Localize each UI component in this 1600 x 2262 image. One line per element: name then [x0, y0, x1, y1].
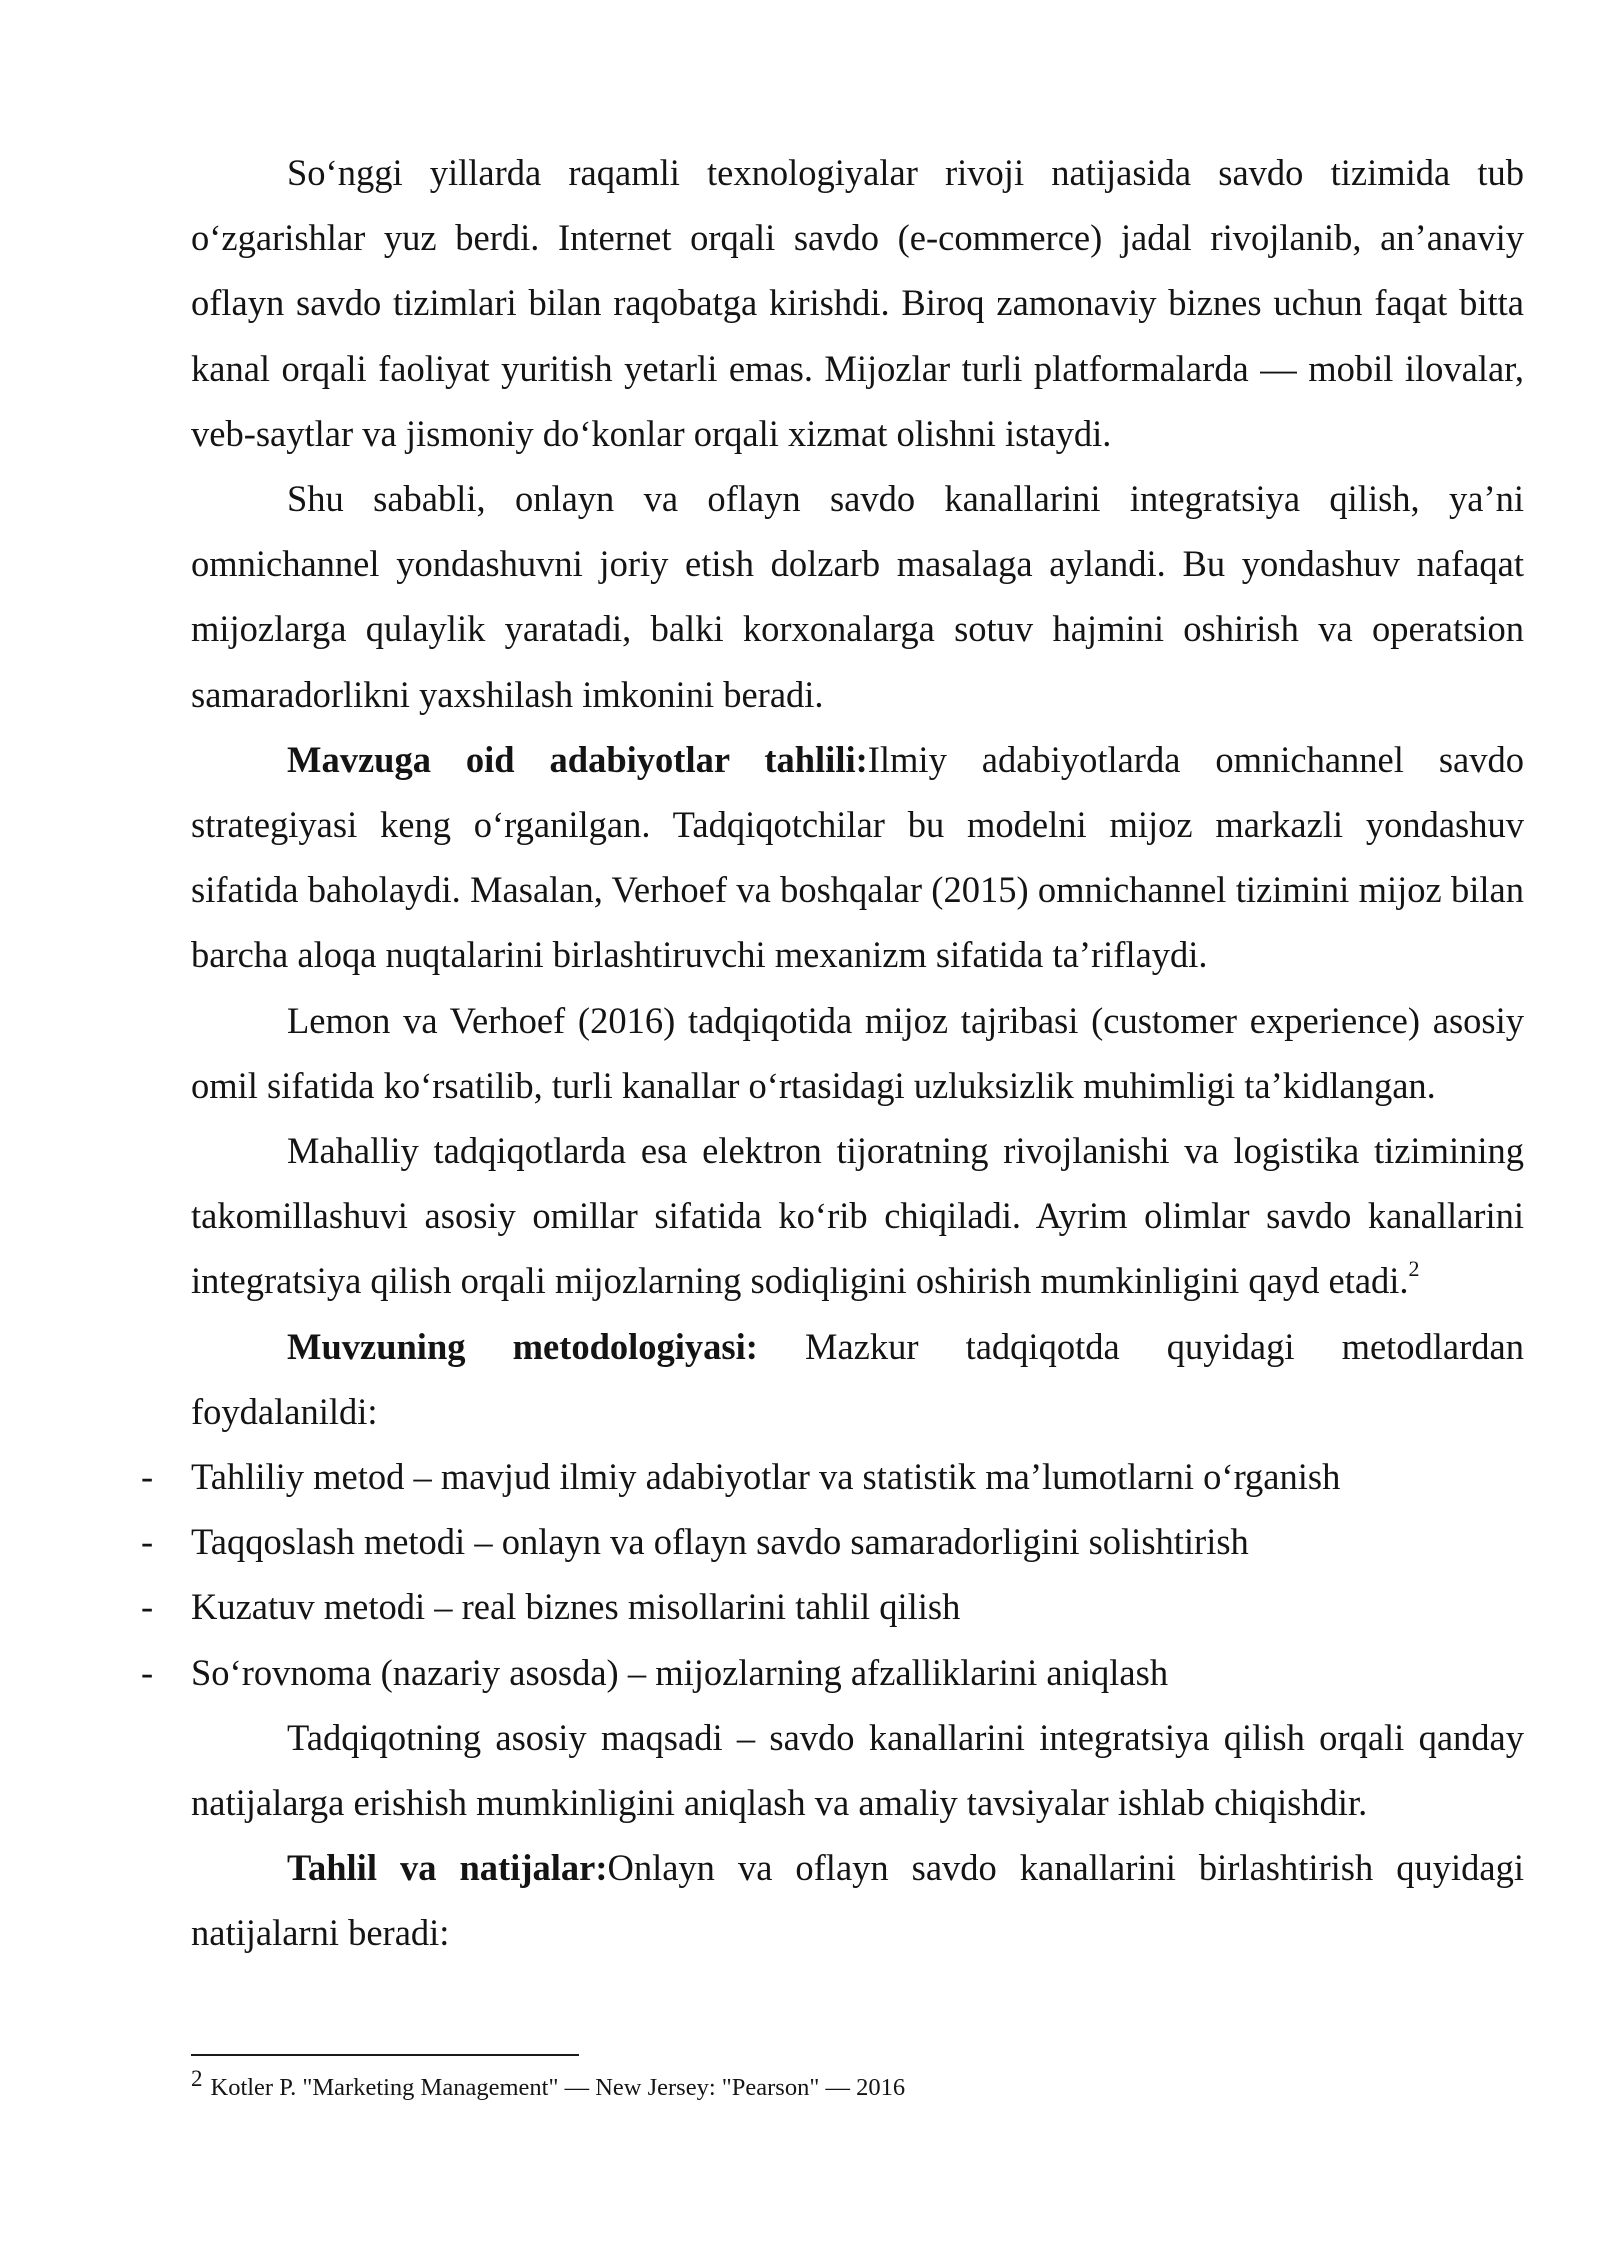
list-item-text: Kuzatuv metodi – real biznes misollarini tahlil qilish	[191, 1586, 961, 1628]
footnote-separator	[191, 2054, 579, 2056]
paragraph-text: Ilmiy adabiyotlarda omnichannel savdo strategiyasi keng o‘rganilgan. Tadqiqotchilar bu modelni mijoz markazli yondashuv sifatida baholaydi. Masalan, Verhoef va boshqalar (2015) omnichannel tizimini mijoz bilan barcha aloqa nuqtalarini birlashtiruvchi mexanizm sifatida ta’riflaydi.	[191, 738, 1524, 976]
section-heading-methodology: Muvzuning metodologiyasi:	[287, 1325, 758, 1367]
list-bullet: -	[141, 1456, 154, 1498]
paragraph-lemon-verhoef	[191, 988, 1524, 1118]
paragraph-research-goal	[191, 1705, 1524, 1835]
paragraph-literature-review	[191, 727, 1524, 988]
footnote-reference[interactable]: 2	[1408, 1256, 1420, 1282]
paragraph-local-research	[191, 1118, 1524, 1314]
list-item-text: Tahliliy metod – mavjud ilmiy adabiyotlar va statistik ma’lumotlarni o‘rganish	[191, 1456, 1341, 1498]
list-bullet: -	[141, 1521, 154, 1563]
list-item-text: So‘rovnoma (nazariy asosda) – mijozlarning afzalliklarini aniqlash	[191, 1651, 1169, 1693]
paragraph-results	[191, 1835, 1524, 1965]
paragraph-text: Mahalliy tadqiqotlarda esa elektron tijoratning rivojlanishi va logistika tizimining takomillashuvi asosiy omillar sifatida ko‘rib chiqiladi. Ayrim olimlar savdo kanallarini integratsiya qilish orqali mijozlarning sodiqligini oshirish mumkinligini qayd etadi.	[191, 1130, 1524, 1302]
list-item	[141, 1574, 1524, 1639]
list-item	[141, 1509, 1524, 1574]
section-heading-results: Tahlil va natijalar:	[287, 1847, 608, 1889]
footnote-number: 2	[191, 2066, 203, 2091]
list-bullet: -	[141, 1651, 154, 1693]
list-item	[141, 1444, 1524, 1509]
list-bullet: -	[141, 1586, 154, 1628]
paragraph-intro	[191, 140, 1524, 466]
methods-list	[141, 1444, 1524, 1705]
section-heading-literature-review: Mavzuga oid adabiyotlar tahlili:	[287, 738, 868, 780]
paragraph-text: Tadqiqotning asosiy maqsadi – savdo kanallarini integratsiya qilish orqali qanday natijalarga erishish mumkinligini aniqlash va amaliy tavsiyalar ishlab chiqishdir.	[191, 1716, 1524, 1824]
paragraph-text: Onlayn va oflayn savdo kanallarini birlashtirish quyidagi natijalarni beradi:	[191, 1847, 1524, 1954]
paragraph-text: Shu sababli, onlayn va oflayn savdo kanallarini integratsiya qilish, ya’ni omnichannel yondashuvni joriy etish dolzarb masalaga aylandi. Bu yondashuv nafaqat mijozlarga qulaylik yaratadi, balki korxonalarga sotuv hajmini oshirish va operatsion samaradorlikni yaxshilash imkonini beradi.	[191, 478, 1524, 715]
paragraph-text: So‘nggi yillarda raqamli texnologiyalar rivoji natijasida savdo tizimida tub o‘zgarishlar yuz berdi. Internet orqali savdo (e-commerce) jadal rivojlanib, an’anaviy oflayn savdo tizimlari bilan raqobatga kirishdi. Biroq zamonaviy biznes uchun faqat bitta kanal orqali faoliyat yuritish yetarli emas. Mijozlar turli platformalarda — mobil ilovalar, veb-saytlar va jismoniy do‘konlar orqali xizmat olishni istaydi.	[191, 152, 1524, 454]
footnote-text: Kotler P. "Marketing Management" — New Jersey: "Pearson" — 2016	[210, 2074, 906, 2101]
list-item-text: Taqqoslash metodi – onlayn va oflayn savdo samaradorligini solishtirish	[191, 1521, 1249, 1563]
footnote	[191, 2066, 906, 2104]
paragraph-text: Lemon va Verhoef (2016) tadqiqotida mijoz tajribasi (customer experience) asosiy omil sifatida ko‘rsatilib, turli kanallar o‘rtasidagi uzluksizlik muhimligi ta’kidlangan.	[191, 999, 1524, 1106]
document-body	[141, 140, 1524, 1966]
paragraph-text: Mazkur tadqiqotda quyidagi metodlardan foydalanildi:	[191, 1325, 1524, 1432]
list-item	[141, 1640, 1524, 1705]
paragraph-omnichannel	[191, 466, 1524, 727]
paragraph-methodology	[191, 1314, 1524, 1444]
